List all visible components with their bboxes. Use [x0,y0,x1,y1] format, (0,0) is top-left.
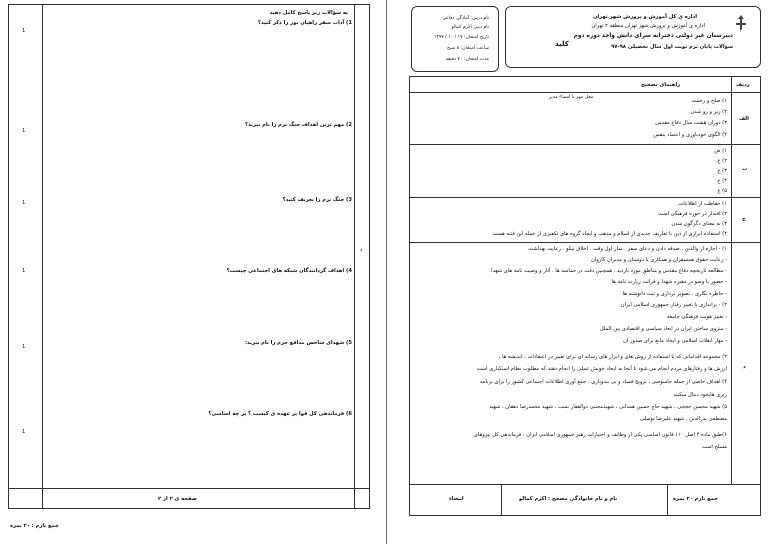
alef-item-2: ۲) زیر و رو شدن [690,109,727,115]
jim-item-2: ۲) اقتدار در حوزه فرهنگی است [658,211,727,217]
page-divider [386,0,387,544]
dal-item-10: ۳) مجموعه اقداماتی که با استفاده از روش های و ابزار های رسانه ای برای تغییر در اعتقادات ، اندیشه ها ، [498,354,727,360]
info-line-5: مدت امتحان: ۷۰ دقیقه [445,57,489,62]
header-row: ردیف [736,82,750,88]
key-label: کلید [555,40,569,48]
stamp-text: محل مهر یا امضاء مدیر [549,95,594,100]
header-line-1: اداره ی کل آموزش و پرورش شهر تهران [592,14,697,20]
be-item-5: ۵) غ [717,188,727,194]
be-item-1: ۱) ص [714,148,727,154]
dal-item-13: ریزی هایخود دنبال میکنند [673,392,727,398]
dal-item-1: ۱) - اجازه از والدین . صدقه دادن و دعای سفر . نماز اول وقت . اخلاق نیکو . رعایت بهداشت [528,246,727,252]
question-2: 2) مهم ترین اهداف جنگ نرم را نام ببرید؟ [245,122,352,128]
footer-total: جمع بارم ۲۰ نمره [673,496,718,502]
right-page [409,6,761,516]
header-line-4: سؤالات پایان ترم نوبت اول سال تحصیلی ۹۸-۹۷ [611,44,733,50]
dal-item-4: - حضور با وضو در مقبره شهدا و قرائت زیارت نامه ها [611,279,727,285]
header-guide: راهنمای تصحیح [641,82,681,88]
alef-item-4: ۴) الگوی خودباوری و اعتماد بنفس [653,132,727,138]
dal-item-2: - رعایت حقوق همسفران و همکاری با دوستان و مدیران کاروان [591,257,727,263]
info-line-1: نام درس: آمادگی دفاعی [442,16,489,21]
alef-item-3: ۳) دوران هشت سال دفاع مقدس [655,120,727,126]
dal-item-11: ارزش ها و رفتارهای مردم انجام می شود تا آنجا به ایجاد خوبش عملی را انجام دهند که مطلوب نظام استکباری است [476,366,727,372]
info-line-3: تاریخ امتحان: ۱۷ / ۱۰ / ۱۳۹۷ [433,35,489,40]
left-page [8,4,370,509]
section-letter-alef: الف [739,116,749,122]
be-item-3: ۳) غ [717,168,727,174]
dal-item-17: مسلح است [701,444,727,450]
dal-item-14: ۵) شهید محسن حججی ، شهید حاج حسین همدانی ، شهیدمجتبی ذوالفقار نسب ، شهید محمدرضا دهقان ، شهید [489,404,727,410]
jim-item-4: ۴) استفاده ابزاری از دین با تعاریف جدیدی از اسلام و مذهب و ایجاد گروه های تکفیری از جمله این فتنه هست [492,231,727,237]
footer-teacher: نام و نام خانوادگی مصحح : اکرم کمالو [519,496,618,502]
footer-sign: امضاء [449,496,464,502]
section-letter-be: ب [742,166,748,172]
dal-item-12: ۴) اهداف خاصی از جمله جاسوسی ، ترویج فساد و بی بندوباری ، جمع آوری اطلاعات اجتماعی کشور را برای برنامه [479,379,727,385]
emblem-icon [734,14,748,32]
header-line-2: اداره ی آموزش و پرورش شهر تهران منطقه ۲ تهران [591,23,705,29]
section-letter-jim: ج [742,216,746,222]
question-3: 3) جنگ نرم را تعریف کنید؟ [282,197,352,203]
dal-item-15: مصطفی بدرالدین ، شهید علیرضا توسلی [640,416,727,422]
dal-item-6: ۲) - براندازی یا تغییر رفتار جمهوری اسلامی ایران [620,302,727,308]
dal-item-16: ۶)طبق ماده ۴ اصل ۱۱۰ قانون اساسی یکی از وظایف و اختیارات رهبر جمهوری اسلامی ایران ، فرماندهی کل نیروهای [473,432,727,438]
be-item-2: ۲) غ [717,158,727,164]
score-5: 1 [22,344,26,350]
be-item-4: ۴) غ [717,178,727,184]
question-1: 1) آداب سفر راهیان نور را ذکر کنید؟ [257,20,352,26]
page-number: صفحه ی ۲ از ۲ [158,496,197,502]
score-1: 1 [22,28,26,34]
dal-item-3: - مطالعه تاریخچه دفاع مقدس و مناطق مورد بازدید . همچنین دقت در حماسه ها . آثار و وصیت نامه های شهدا [491,268,727,274]
score-4: 1 [22,268,26,274]
jim-item-3: ۳) به معنای دگرگون شدن [671,221,727,227]
question-5: 5) شهدای شاخص مدافع حرم را نام ببرید: [244,340,352,346]
score-6: 1 [22,429,26,435]
dal-item-9: - مهار انقلاب اسلامی و ایجاد مانع برای صدور آن [623,338,727,344]
question-6: 6) فرماندهی کل قوا بر عهده ی کیست ؟ بر چه اساسی؟ [208,411,352,417]
dal-item-5: - خاطره نگاری . تصویر برداری و ثبت دانوشته ها [622,291,727,297]
header-line-3: دبیرستان غیر دولتی دخترانه سرای دانش واحد دوره دوم [573,33,733,39]
alef-item-1: ۱) صلح و رحمت [691,98,727,104]
info-line-4: ساعت امتحان: ۸ صبح [446,46,489,51]
side-letter: د [360,247,363,253]
jim-item-1: ۱) حفاظت از اطلاعات [678,201,727,207]
total-score: جمع بارم : ۲۰ نمره [10,523,59,529]
question-4: 4) اهداف گردانندگان شبکه های اجتماعی چیست؟ [226,268,352,274]
left-page-frame [8,4,370,509]
dal-item-8: - منزوی ساختن ایران در ابعاد سیاسی و اقتصادی بین الملل [599,326,727,332]
dal-item-7: - تغییر هویت فرهنگی جامعه [666,314,727,320]
score-3: 1 [22,200,26,206]
section-letter-dal: د [743,364,746,370]
info-line-2: نام دبیر: اکرم کمالو [451,25,489,30]
score-2: 1 [22,128,26,134]
instruction-text: به سؤالات زیر پاسخ کامل دهید [269,10,348,16]
